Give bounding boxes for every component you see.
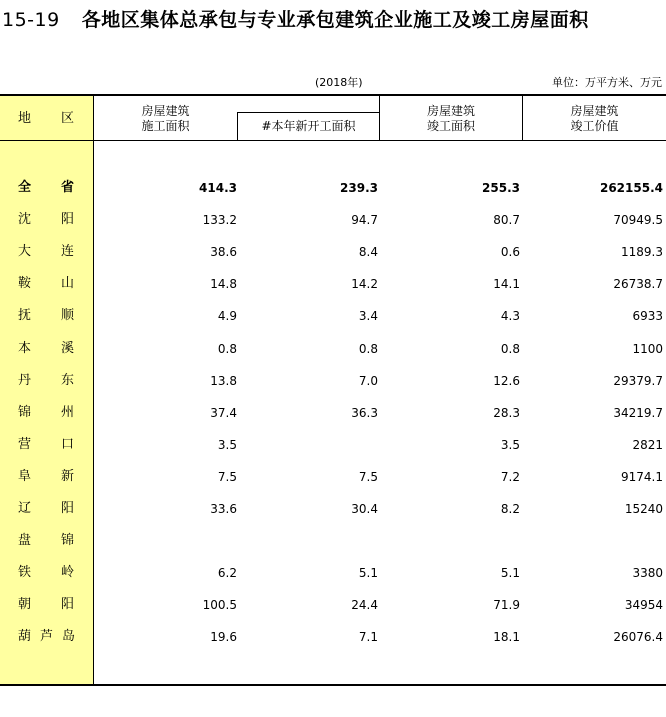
region-label-char: 溪 — [60, 341, 74, 356]
cell-completed-value: 34954 — [624, 598, 663, 612]
region-label-char: 葫 — [18, 629, 32, 644]
header-completed-value-line-1: 房屋建筑 — [570, 104, 619, 118]
region-label — [0, 565, 93, 581]
cell-construction-area: 14.8 — [210, 277, 237, 291]
region-label-char: 大 — [18, 244, 32, 259]
region-label-char: 阳 — [60, 212, 74, 227]
region-label — [0, 533, 93, 549]
header-new-start: #本年新开工面积 — [261, 119, 356, 133]
table-title-text: 各地区集体总承包与专业承包建筑企业施工及竣工房屋面积 — [81, 9, 589, 31]
cell-construction-area: 13.8 — [210, 374, 237, 388]
region-label-char: 营 — [18, 437, 32, 452]
cell-new-start: 94.7 — [351, 213, 378, 227]
region-label-char: 岛 — [61, 629, 75, 644]
cell-completed-value: 262155.4 — [599, 181, 663, 195]
header-completed-area-line-1: 房屋建筑 — [426, 104, 475, 118]
region-label-char: 岭 — [60, 565, 74, 580]
region-divider — [93, 96, 94, 684]
cell-completed-area: 18.1 — [493, 630, 520, 644]
cell-completed-area: 3.5 — [500, 438, 520, 452]
region-label-char: 沈 — [18, 212, 32, 227]
cell-construction-area: 4.9 — [217, 309, 237, 323]
header-completed-area — [380, 104, 522, 134]
cell-completed-value: 3380 — [632, 566, 663, 580]
cell-construction-area: 33.6 — [210, 502, 237, 516]
region-label — [0, 341, 93, 357]
region-label-char: 阜 — [18, 469, 32, 484]
region-label-char: 铁 — [18, 565, 32, 580]
cell-completed-area: 4.3 — [500, 309, 520, 323]
table-top-rule — [0, 94, 666, 96]
header-region-char-2: 区 — [60, 111, 74, 126]
region-label — [0, 308, 93, 324]
cell-completed-area: 80.7 — [493, 213, 520, 227]
cell-completed-value: 15240 — [624, 502, 663, 516]
header-completed-value — [523, 104, 666, 134]
cell-new-start: 36.3 — [351, 406, 378, 420]
header-construction-area-line-2: 施工面积 — [141, 119, 190, 133]
region-label — [0, 437, 93, 453]
region-label-char: 新 — [60, 469, 74, 484]
cell-construction-area: 38.6 — [210, 245, 237, 259]
region-label-char: 锦 — [60, 533, 74, 548]
cell-new-start: 30.4 — [351, 502, 378, 516]
cell-completed-area: 0.8 — [500, 342, 520, 356]
year-note: (2018年) — [315, 76, 363, 89]
cell-construction-area: 133.2 — [202, 213, 237, 227]
region-label — [0, 405, 93, 421]
cell-completed-area: 28.3 — [493, 406, 520, 420]
region-label-char: 辽 — [18, 501, 32, 516]
cell-construction-area: 19.6 — [210, 630, 237, 644]
region-label-char: 鞍 — [18, 276, 32, 291]
cell-completed-value: 2821 — [632, 438, 663, 452]
cell-construction-area: 100.5 — [202, 598, 237, 612]
cell-completed-value: 6933 — [632, 309, 663, 323]
region-label-char: 山 — [60, 276, 74, 291]
subheader-rule — [237, 112, 379, 113]
region-label-char: 阳 — [60, 597, 74, 612]
cell-construction-area: 414.3 — [199, 181, 237, 195]
header-construction-area — [94, 104, 237, 134]
cell-new-start: 24.4 — [351, 598, 378, 612]
cell-completed-value: 70949.5 — [613, 213, 663, 227]
region-label-char: 连 — [60, 244, 74, 259]
cell-new-start: 7.1 — [358, 630, 378, 644]
cell-completed-area: 8.2 — [500, 502, 520, 516]
region-label-char: 顺 — [60, 308, 74, 323]
cell-new-start: 14.2 — [351, 277, 378, 291]
cell-completed-value: 26738.7 — [613, 277, 663, 291]
region-label-char: 本 — [18, 341, 32, 356]
cell-completed-area: 0.6 — [500, 245, 520, 259]
cell-completed-value: 26076.4 — [613, 630, 663, 644]
cell-completed-area: 14.1 — [493, 277, 520, 291]
table-title — [2, 5, 589, 32]
region-label — [0, 244, 93, 260]
table-number: 15-19 — [2, 9, 60, 31]
region-label — [0, 469, 93, 485]
cell-completed-area: 7.2 — [500, 470, 520, 484]
cell-construction-area: 37.4 — [210, 406, 237, 420]
cell-completed-area: 12.6 — [493, 374, 520, 388]
region-label-char: 芦 — [39, 629, 53, 644]
header-construction-area-line-1: 房屋建筑 — [141, 104, 190, 118]
cell-construction-area: 7.5 — [217, 470, 237, 484]
header-completed-value-line-2: 竣工价值 — [570, 119, 619, 133]
region-label-char: 盘 — [18, 533, 32, 548]
region-label-char: 朝 — [18, 597, 32, 612]
region-label — [0, 629, 93, 645]
cell-new-start: 0.8 — [358, 342, 378, 356]
region-label-char: 抚 — [18, 308, 32, 323]
table-bottom-rule — [0, 684, 666, 686]
cell-completed-area: 255.3 — [482, 181, 520, 195]
region-label-char: 东 — [60, 373, 74, 388]
region-label-char: 州 — [60, 405, 74, 420]
cell-completed-value: 9174.1 — [621, 470, 663, 484]
cell-completed-value: 1189.3 — [621, 245, 663, 259]
region-label — [0, 501, 93, 517]
region-label-char: 阳 — [60, 501, 74, 516]
region-label-char: 口 — [60, 437, 74, 452]
cell-completed-value: 1100 — [632, 342, 663, 356]
cell-new-start: 3.4 — [358, 309, 378, 323]
cell-new-start: 7.5 — [358, 470, 378, 484]
cell-new-start: 8.4 — [358, 245, 378, 259]
header-bottom-rule — [0, 140, 666, 141]
cell-new-start: 5.1 — [358, 566, 378, 580]
region-label-char: 锦 — [18, 405, 32, 420]
header-completed-area-line-2: 竣工面积 — [426, 119, 475, 133]
region-label — [0, 276, 93, 292]
cell-completed-value: 34219.7 — [613, 406, 663, 420]
cell-completed-value: 29379.7 — [613, 374, 663, 388]
header-region-char-1: 地 — [18, 111, 32, 126]
cell-completed-area: 71.9 — [493, 598, 520, 612]
cell-construction-area: 0.8 — [217, 342, 237, 356]
cell-new-start: 7.0 — [358, 374, 378, 388]
region-label — [0, 180, 93, 196]
region-label — [0, 597, 93, 613]
cell-construction-area: 3.5 — [217, 438, 237, 452]
cell-construction-area: 6.2 — [217, 566, 237, 580]
header-region — [0, 111, 93, 127]
cell-new-start: 239.3 — [340, 181, 378, 195]
region-label-char: 丹 — [18, 373, 32, 388]
unit-note: 单位：万平方米、万元 — [552, 76, 662, 89]
region-label — [0, 373, 93, 389]
region-label-char: 全 — [18, 180, 32, 195]
region-label-char: 省 — [60, 180, 74, 195]
region-label — [0, 212, 93, 228]
cell-completed-area: 5.1 — [500, 566, 520, 580]
